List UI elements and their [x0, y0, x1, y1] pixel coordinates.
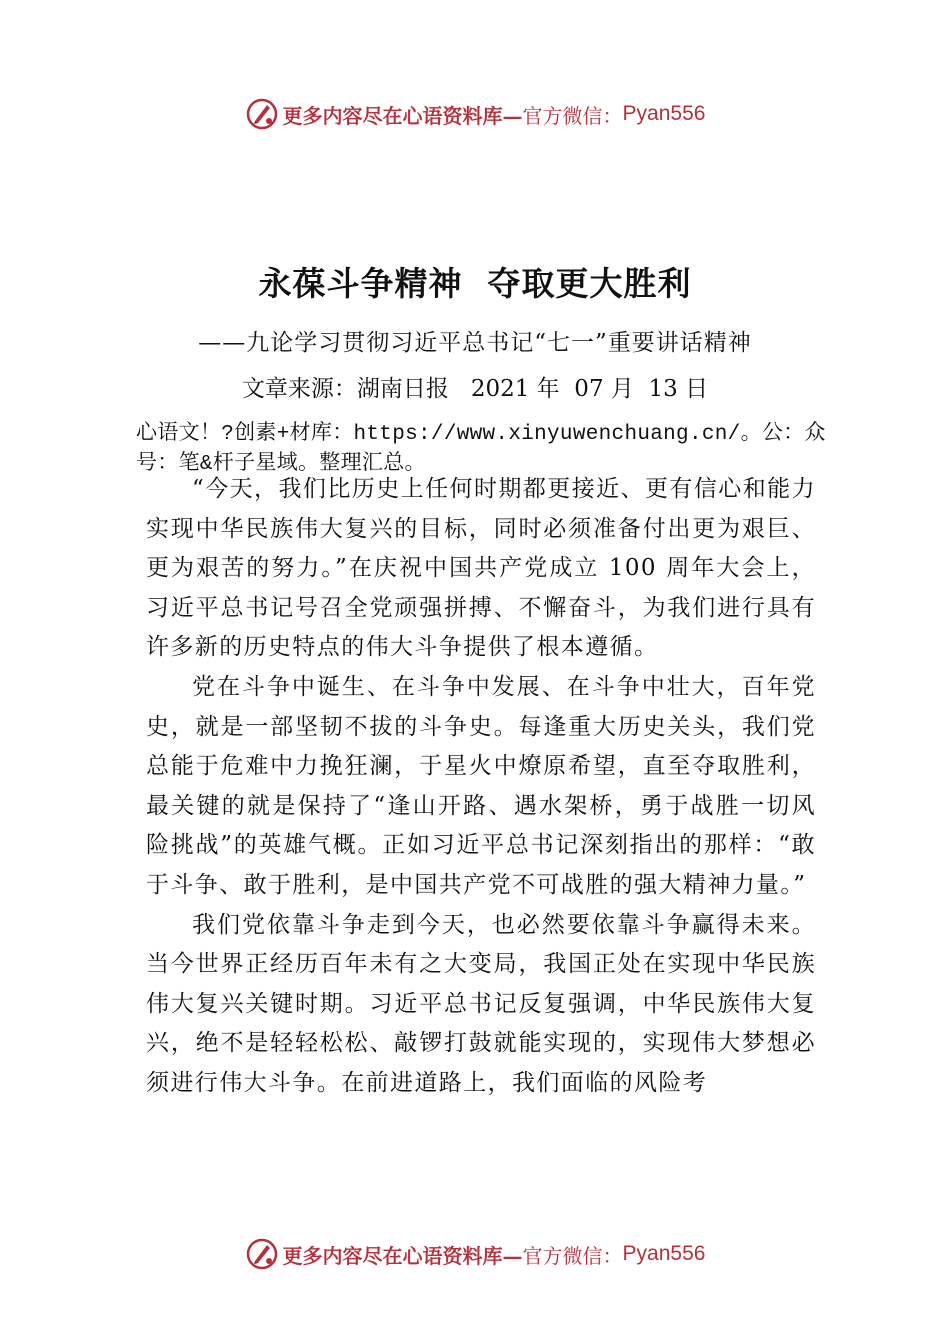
article-source: 文章来源：湖南日报 2021 年 07 月 13 日: [241, 376, 709, 402]
banner-wechat-label: 官方微信：: [522, 1243, 623, 1268]
paragraph: 党在斗争中诞生、在斗争中发展、在斗争中壮大，百年党史，就是一部坚韧不拔的斗争史。每逢重大历史关头，我们党总能于危难中力挽狂澜，于星火中燎原希望，直至夺取胜利，最关键的就是保持了“逢山开路、遇水架桥，勇于战胜一切风险挑战”的英雄气概。正如习近平总书记深刻指出的那样：“敢于斗争、敢于胜利，是中国共产党不可战胜的强大精神力量。”: [146, 673, 816, 898]
article-subtitle: ——九论学习贯彻习近平总书记“七一”重要讲话精神: [198, 330, 752, 356]
source-notice: 心语文！?创素+材库：https://www.xinyuwenchuang.cn/。公：众号：笔&杆子星域。整理汇总。: [136, 423, 826, 476]
banner-text: 更多内容尽在心语资料库—: [282, 1243, 523, 1268]
header-banner: [0, 92, 950, 136]
pen-seal-logo-icon: [245, 1237, 279, 1271]
paragraph: 我们党依靠斗争走到今天，也必然要依靠斗争赢得未来。当今世界正经历百年未有之大变局，我国正处在实现中华民族伟大复兴关键时期。习近平总书记反复强调，中华民族伟大复兴，绝不是轻轻松松、敲锣打鼓就能实现的，实现伟大梦想必须进行伟大斗争。在前进道路上，我们面临的风险考: [146, 911, 816, 1096]
banner-wechat-label: 官方微信：: [522, 103, 623, 128]
paragraph: “今天，我们比历史上任何时期都更接近、更有信心和能力实现中华民族伟大复兴的目标，同时必须准备付出更为艰巨、更为艰苦的努力。”在庆祝中国共产党成立 100 周年大会上，习近平总书记号召全党顽强拼搏、不懈奋斗，为我们进行具有许多新的历史特点的伟大斗争提供了根本遵循。: [146, 476, 816, 661]
footer-banner: [0, 1232, 950, 1276]
banner-wechat-id: Pyan556: [622, 102, 706, 125]
banner-wechat-id: Pyan556: [622, 1242, 706, 1265]
article-body: [146, 470, 816, 1104]
article-title: 永葆斗争精神 夺取更大胜利: [258, 264, 692, 303]
banner-text: 更多内容尽在心语资料库—: [282, 103, 523, 128]
pen-seal-logo-icon: [245, 97, 279, 131]
